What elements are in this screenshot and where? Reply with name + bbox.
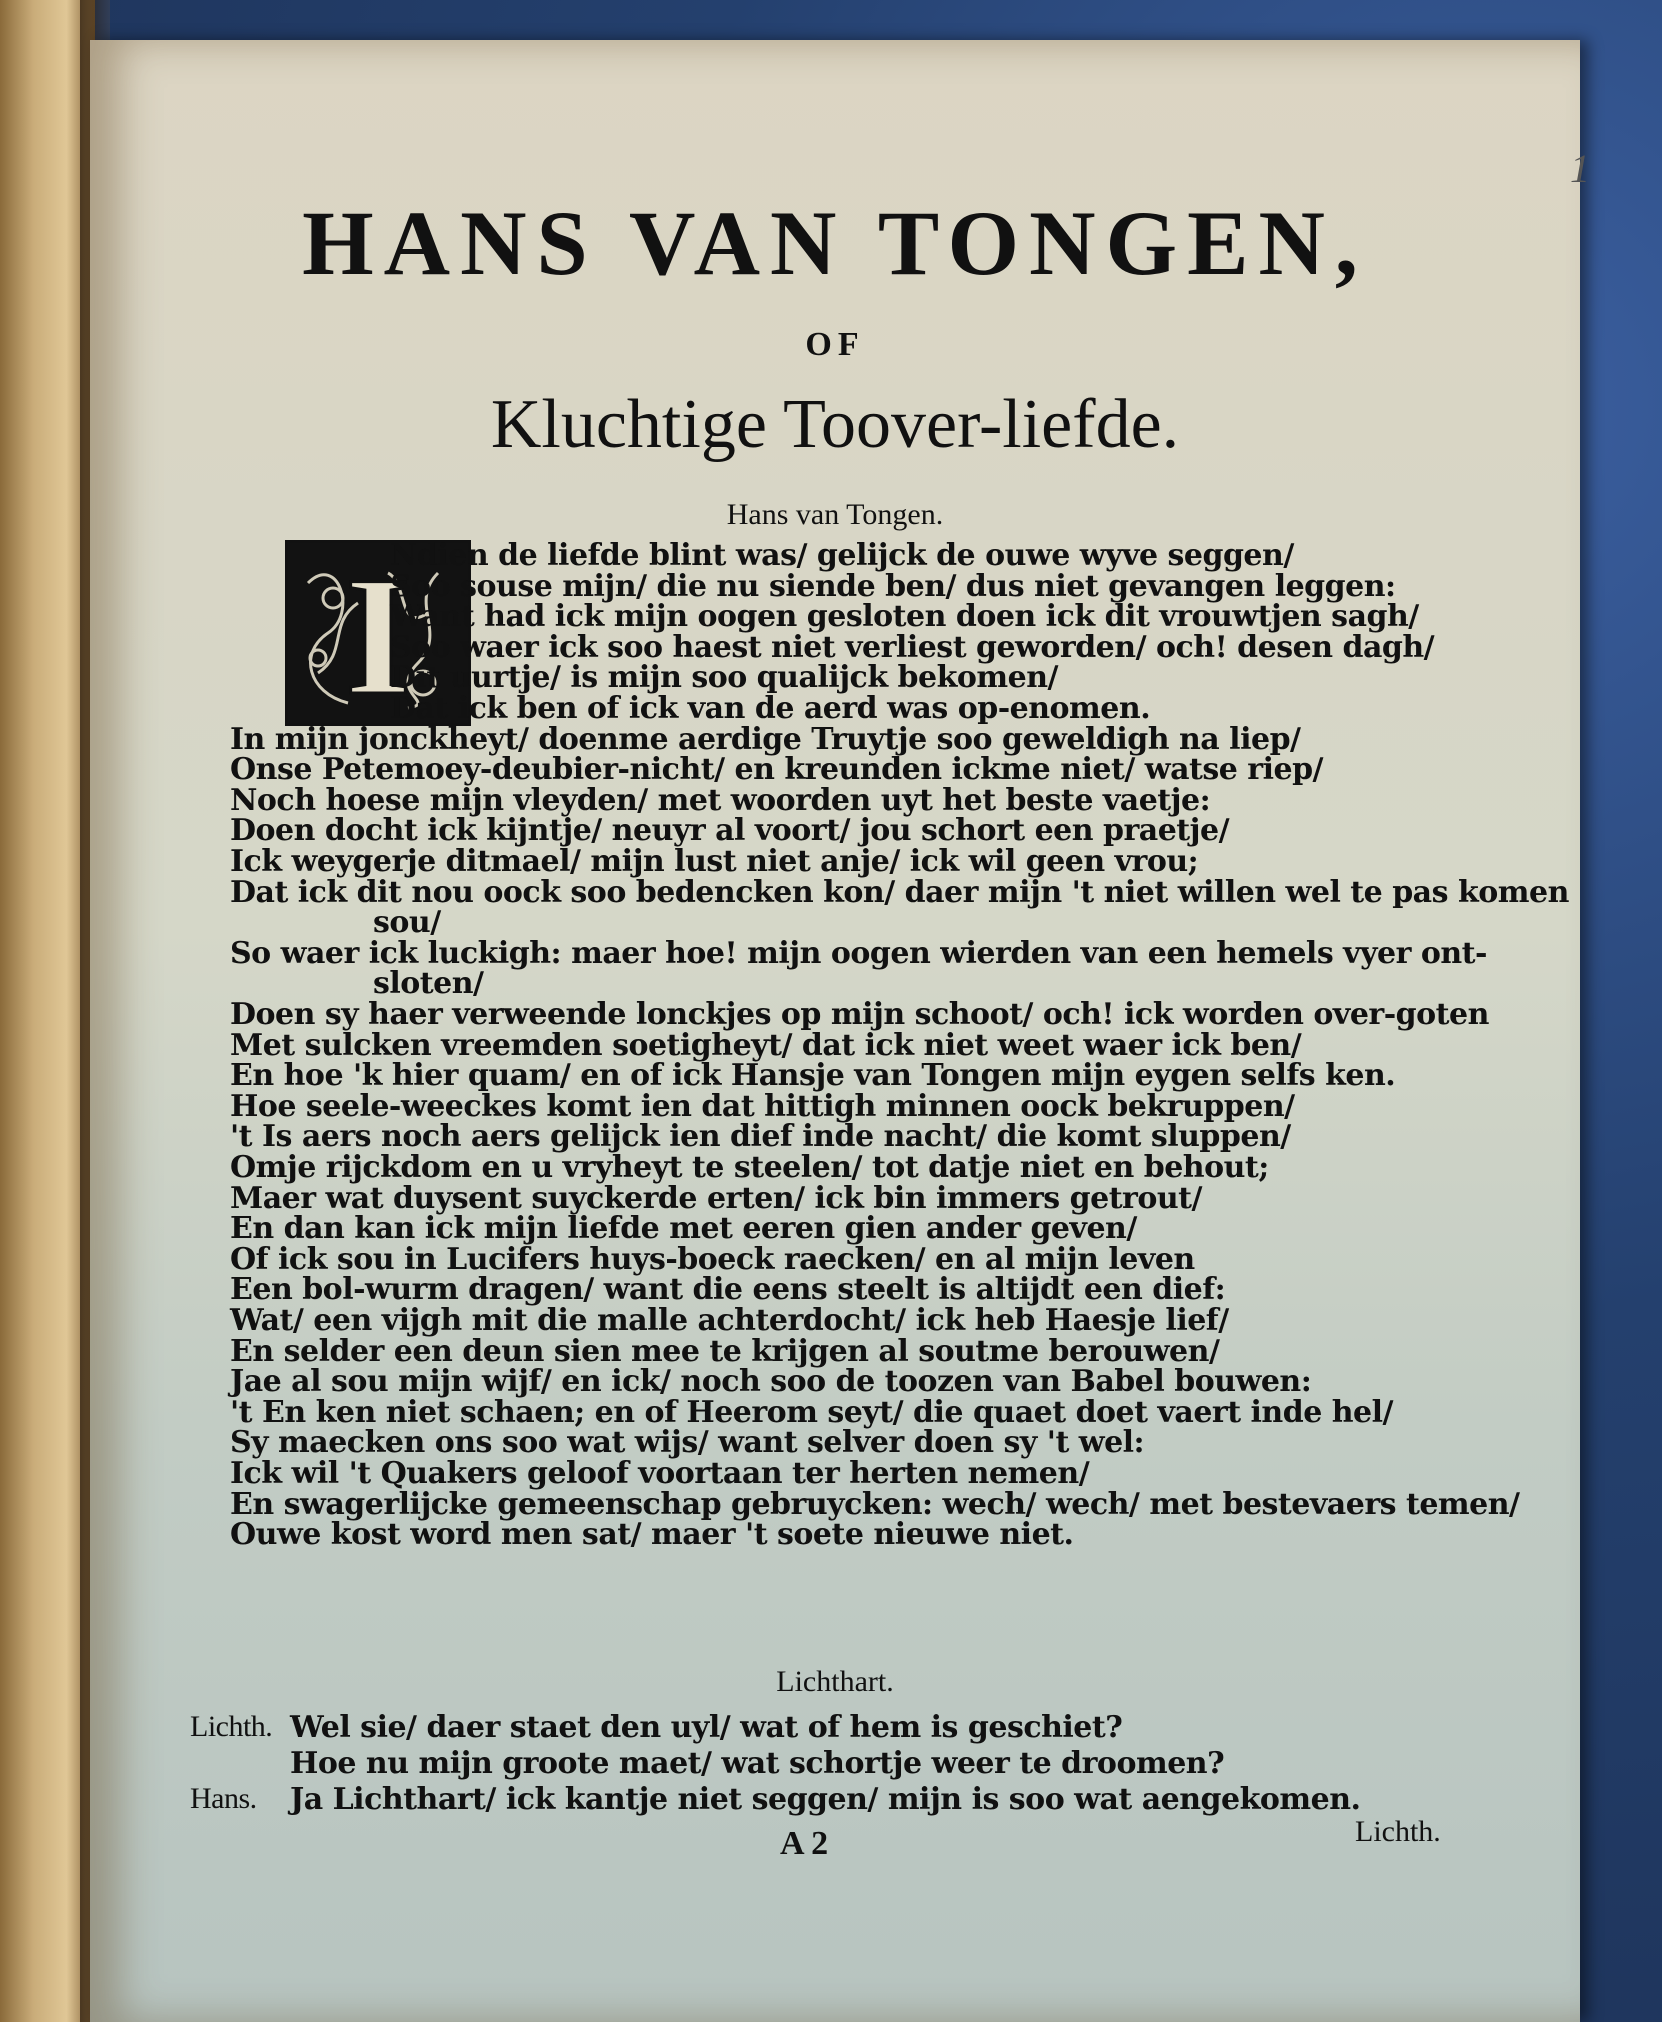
verse-line: Doen sy haer verweende lonckjes op mijn schoot/ och! ick worden over-goten <box>230 997 1489 1032</box>
speaker-heading-hans: Hans van Tongen. <box>726 498 944 531</box>
verse-line: Ouwe kost word men sat/ maer 't soete nieuwe niet. <box>230 1517 1074 1553</box>
verse-line: Hoe seele-weeckes komt ien dat hittigh minnen oock bekruppen/ <box>230 1088 1295 1124</box>
verse-line: Of ick sou in Lucifers huys-boeck raecken/ en al mijn leven <box>230 1241 1195 1277</box>
verse-line: sou/ <box>373 905 441 941</box>
dialogue-speaker-label: Lichth. <box>190 1710 273 1743</box>
verse-line: Dat ick ben of ick van de aerd was op-enomen. <box>390 691 1151 726</box>
page-subtitle: Kluchtige Toover-liefde. <box>490 386 1180 463</box>
verse-line: In mijn jonckheyt/ doenme aerdige Truytje soo geweldigh na liep/ <box>230 721 1301 757</box>
verse-line: En swagerlijcke gemeenschap gebruycken: wech/ wech/ met bestevaers temen/ <box>230 1486 1520 1522</box>
verse-line: Ick weygerje ditmael/ mijn lust niet anje/ ick wil geen vrou; <box>230 844 1199 879</box>
verse-line: Onse Petemoey-deubier-nicht/ en kreunden ickme niet/ watse riep/ <box>230 752 1324 788</box>
verse-line: Omje rijckdom en u vryheyt te steelen/ tot datje niet en behout; <box>230 1150 1269 1185</box>
dialogue-line: Hoe nu mijn groote maet/ wat schortje weer te droomen? <box>290 1746 1225 1781</box>
title-connector: OF <box>805 326 865 363</box>
dialogue-line: Ja Lichthart/ ick kantje niet seggen/ mijn is soo wat aengekomen. <box>290 1782 1361 1817</box>
speaker-heading-lichthart: Lichthart. <box>776 1665 894 1698</box>
verse-line: Want had ick mijn oogen gesloten doen ick dit vrouwtjen sagh/ <box>390 599 1419 635</box>
verse-line: Dat ick dit nou oock soo bedencken kon/ daer mijn 't niet willen wel te pas komen <box>230 874 1569 910</box>
verse-line: En selder een deun sien mee te krijgen al soutme berouwen/ <box>230 1333 1220 1369</box>
verse-line: Soo waer ick soo haest niet verliest geworden/ och! desen dagh/ <box>390 629 1435 665</box>
verse-line: sloten/ <box>373 966 484 1002</box>
verse-line: 't Is aers noch aers gelijck ien dief inde nacht/ die komt sluppen/ <box>230 1119 1291 1155</box>
initial-letter: I <box>344 543 412 723</box>
verse-line: Sy maecken ons soo wat wijs/ want selver doen sy 't wel: <box>230 1425 1145 1461</box>
dialogue-line: Wel sie/ daer staet den uyl/ wat of hem is geschiet? <box>290 1710 1123 1745</box>
verse-line: Maer wat duysent suyckerde erten/ ick bin immers getrout/ <box>230 1180 1202 1216</box>
verse-line: Noch hoese mijn vleyden/ met woorden uyt het beste vaetje: <box>230 782 1211 818</box>
verse-line: Jae al sou mijn wijf/ en ick/ noch soo de toozen van Babel bouwen: <box>230 1364 1312 1400</box>
verse-line: En hoe 'k hier quam/ en of ick Hansje van Tongen mijn eygen selfs ken. <box>230 1058 1396 1094</box>
verse-line: Dit uurtje/ is mijn soo qualijck bekomen/ <box>390 660 1059 696</box>
book-page <box>90 40 1590 2022</box>
catchword: Lichth. <box>1355 1815 1441 1848</box>
folio-number: 1 <box>1570 146 1590 191</box>
verse-line: Ick wil 't Quakers geloof voortaan ter herten nemen/ <box>230 1456 1090 1491</box>
verse-line: 't En ken niet schaen; en of Heerom seyt/ die quaet doet vaert inde hel/ <box>230 1394 1393 1430</box>
verse-line: Soo souse mijn/ die nu siende ben/ dus niet gevangen leggen: <box>390 568 1396 604</box>
verse-line: Met sulcken vreemden soetigheyt/ dat ick niet weet waer ick ben/ <box>230 1027 1302 1063</box>
dialogue-speaker-label: Hans. <box>190 1782 257 1815</box>
verse-line: Een bol-wurm dragen/ want die eens steelt is altijdt een dief: <box>230 1272 1226 1308</box>
verse-line: En dan kan ick mijn liefde met eeren gien ander geven/ <box>230 1211 1137 1247</box>
verse-line: Wat/ een vijgh mit die malle achterdocht/ ick heb Haesje lief/ <box>230 1303 1229 1338</box>
page-title: HANS VAN TONGEN, <box>302 192 1368 294</box>
verse-line: Doen docht ick kijntje/ neuyr al voort/ jou schort een praetje/ <box>230 813 1230 849</box>
verse-line: Ndien de liefde blint was/ gelijck de ouwe wyve seggen/ <box>390 538 1294 573</box>
signature-mark: A 2 <box>780 1825 829 1862</box>
verse-line: So waer ick luckigh: maer hoe! mijn oogen wierden van een hemels vyer ont- <box>230 935 1487 971</box>
